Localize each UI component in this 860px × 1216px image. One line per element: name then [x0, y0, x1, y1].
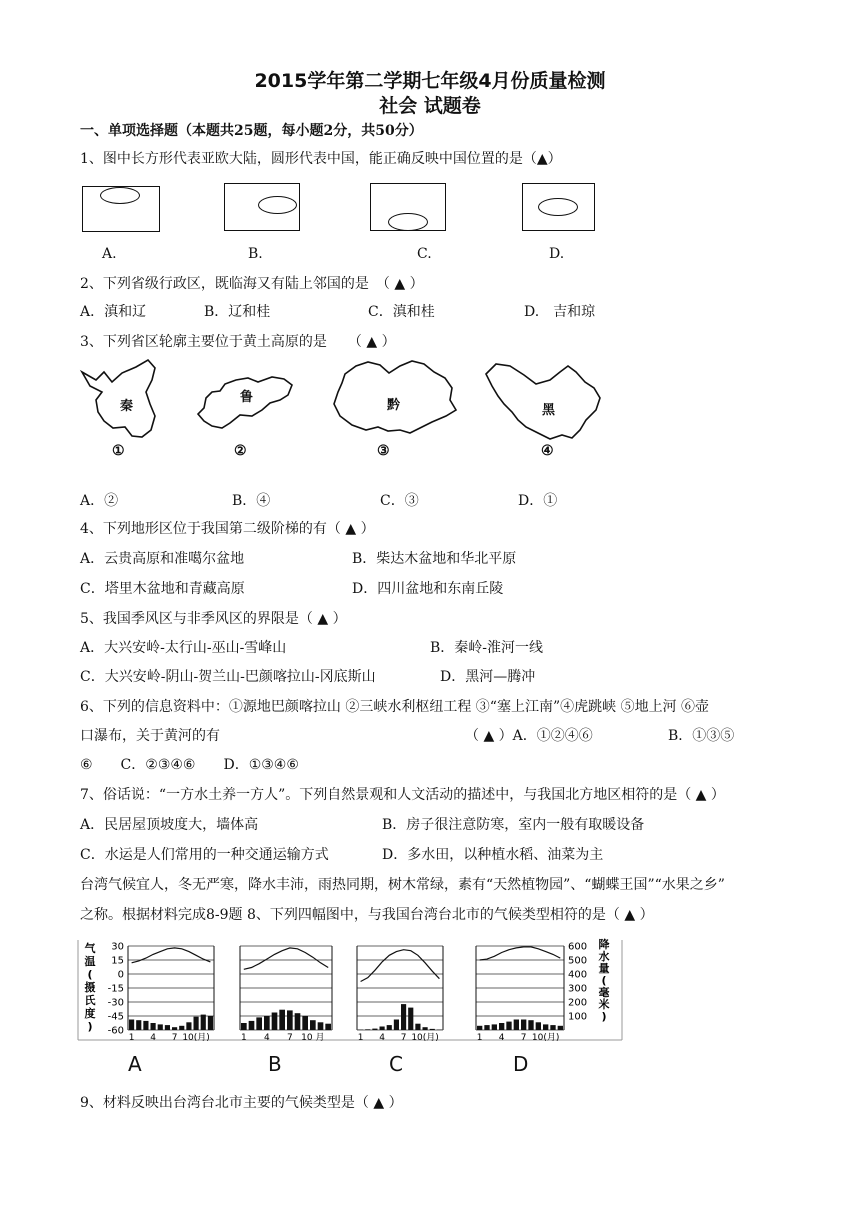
temp-axis-label-char: 度 [84, 1007, 96, 1020]
precip-bar [129, 1020, 134, 1031]
precip-bar [492, 1024, 497, 1030]
precip-bar [423, 1027, 428, 1030]
map-label-heilongjiang: 黑 [542, 403, 556, 418]
precip-bar [514, 1020, 519, 1031]
temp-axis-label-char: 气 [84, 942, 96, 955]
month-tick-label: 1 [476, 1033, 483, 1043]
q4-option-c: C．塔里木盆地和青藏高原 [80, 581, 245, 597]
precip-axis-label-char: 降 [598, 938, 610, 951]
precip-bar [186, 1022, 191, 1030]
precip-bar [499, 1023, 504, 1030]
q2-option-d: D. 吉和琼 [524, 304, 596, 320]
precip-bar [208, 1016, 213, 1030]
chart-label-b: B [268, 1052, 282, 1076]
precip-bar [158, 1024, 163, 1030]
precip-bar [172, 1027, 177, 1030]
precip-axis-label-char: 毫 [598, 986, 610, 999]
precip-tick-label: 500 [568, 955, 588, 967]
q2-option-a: A．滇和辽 [80, 304, 147, 320]
precip-bar [256, 1017, 262, 1030]
temp-axis-label-char: 氏 [84, 994, 96, 1007]
temp-tick-label: -45 [107, 1011, 124, 1023]
map-number-3: ③ [377, 443, 390, 459]
map-label-guizhou: 黔 [387, 398, 401, 413]
chart-label-d: D [513, 1052, 529, 1076]
q5-option-c: C．大兴安岭-阴山-贺兰山-巴颜喀拉山-冈底斯山 [80, 669, 376, 685]
map-number-4: ④ [541, 443, 554, 459]
month-tick-label: 4 [263, 1033, 270, 1043]
precip-bar [264, 1016, 270, 1030]
precip-axis-label-char: 米 [598, 998, 610, 1011]
precip-bar [387, 1025, 392, 1030]
temp-tick-label: 15 [111, 955, 124, 967]
precip-axis-label-char: 量 [598, 962, 610, 975]
question-6-line-2: 口瀑布，关于黄河的有 [80, 728, 220, 744]
q2-option-c: C．滇和桂 [368, 304, 435, 320]
q1-label-a: A. [102, 246, 117, 262]
precip-bar [528, 1020, 533, 1030]
q5-option-b: B．秦岭-淮河一线 [430, 640, 544, 656]
temp-tick-label: -60 [107, 1025, 124, 1037]
precip-tick-label: 200 [568, 997, 588, 1009]
precip-bar [279, 1010, 285, 1030]
precip-bar [143, 1021, 148, 1030]
precip-bar [521, 1020, 526, 1031]
q7-option-b: B．房子很注意防寒，室内一般有取暖设备 [382, 817, 645, 833]
precip-tick-label: 600 [568, 941, 588, 953]
q7-option-c: C．水运是人们常用的一种交通运输方式 [80, 847, 329, 863]
precip-bar [318, 1022, 324, 1030]
precip-bar [394, 1020, 399, 1031]
temp-tick-label: 0 [117, 969, 124, 981]
precip-axis-label-char: 水 [598, 950, 610, 963]
precip-tick-label: 300 [568, 983, 588, 995]
precip-tick-label: 100 [568, 1011, 588, 1023]
map-number-2: ② [234, 443, 247, 459]
precip-bar [136, 1020, 141, 1030]
precip-bar [179, 1026, 184, 1030]
q3-option-b: B．④ [232, 493, 271, 509]
question-9-stem: 9、材料反映出台湾台北市主要的气候类型是（ ▲ ） [80, 1095, 403, 1111]
question-3-stem: 3、下列省区轮廓主要位于黄土高原的是 （ ▲ ） [80, 334, 396, 350]
precip-bar [558, 1026, 563, 1030]
precip-axis-label-char: ( [601, 974, 607, 987]
precip-bar [165, 1025, 170, 1030]
precip-tick-label: 400 [568, 969, 588, 981]
temperature-line [361, 950, 440, 982]
precip-bar [415, 1024, 420, 1030]
question-6-line-1: 6、下列的信息资料中：①源地巴颜喀拉山 ②三峡水利枢纽工程 ③“塞上江南”④虎跳峡 ⑤地上河 ⑥壶 [80, 699, 710, 715]
section-heading: 一、单项选择题（本题共25题，每小题2分，共50分） [80, 123, 423, 139]
month-tick-label: 7 [286, 1033, 293, 1043]
precip-bar [295, 1013, 301, 1030]
map-number-1: ① [112, 443, 125, 459]
precip-bar [372, 1029, 377, 1030]
precip-bar [287, 1010, 293, 1030]
material-line-2: 之称。根据材料完成8-9题 8、下列四幅图中，与我国台湾台北市的气候类型相符的是（ ▲ ） [80, 907, 654, 923]
temp-axis-label-char: 温 [84, 955, 96, 968]
month-tick-label: 10 月 [301, 1033, 325, 1043]
q4-option-b: B．柴达木盆地和华北平原 [352, 551, 517, 567]
precip-bar [201, 1015, 206, 1030]
q4-option-a: A．云贵高原和准噶尔盆地 [80, 551, 245, 567]
precip-bar [401, 1004, 406, 1030]
temp-axis-label-char: ) [87, 1020, 93, 1033]
chart-label-a: A [128, 1052, 142, 1076]
month-tick-label: 1 [128, 1033, 135, 1043]
material-line-1: 台湾气候宜人，冬无严寒，降水丰沛，雨热同期，树木常绿，素有“天然植物园”、“蝴蝶王国”“水果之乡” [80, 877, 725, 893]
q6-option-a: （ ▲ ）A．①②④⑥ [465, 728, 593, 744]
q6-option-b: B．①③⑤ [668, 728, 735, 744]
precip-axis-label-char: ) [601, 1010, 607, 1023]
q3-option-d: D．① [518, 493, 558, 509]
q3-option-a: A．② [80, 493, 119, 509]
map-label-shaanxi: 秦 [120, 399, 134, 414]
q3-option-c: C．③ [380, 493, 419, 509]
q4-option-d: D．四川盆地和东南丘陵 [352, 581, 504, 597]
precip-bar [249, 1021, 255, 1030]
question-7-stem: 7、俗话说：“一方水土养一方人”。下列自然景观和人文活动的描述中，与我国北方地区相符的是（ ▲ ） [80, 787, 725, 803]
temperature-line [132, 948, 211, 963]
precip-bar [536, 1022, 541, 1030]
month-tick-label: 4 [379, 1033, 385, 1043]
page-title: 2015学年第二学期七年级4月份质量检测 [254, 70, 606, 92]
temperature-line [244, 948, 328, 969]
month-tick-label: 10(月) [411, 1033, 439, 1043]
q7-option-a: A．民居屋顶坡度大，墙体高 [80, 817, 259, 833]
q2-option-b: B．辽和桂 [204, 304, 271, 320]
precip-bar [365, 1029, 370, 1030]
precip-bar [194, 1017, 199, 1030]
month-tick-label: 4 [498, 1033, 505, 1043]
map-label-shandong: 鲁 [240, 390, 254, 405]
month-tick-label: 1 [357, 1033, 364, 1043]
q1-label-b: B. [248, 246, 263, 262]
precip-bar [325, 1024, 331, 1030]
month-tick-label: 10(月) [182, 1033, 210, 1043]
chart-label-c: C [389, 1052, 403, 1076]
q7-option-d: D．多水田，以种植水稻、油菜为主 [382, 847, 604, 863]
precip-bar [151, 1023, 156, 1030]
temp-axis-label-char: 摄 [84, 981, 96, 994]
question-6-line-3: ⑥ C．②③④⑥ D．①③④⑥ [80, 757, 299, 773]
precip-bar [430, 1029, 435, 1030]
precip-bar [408, 1008, 413, 1030]
month-tick-label: 7 [171, 1033, 178, 1043]
question-4-stem: 4、下列地形区位于我国第二级阶梯的有（ ▲ ） [80, 521, 375, 537]
temp-tick-label: 30 [111, 941, 124, 953]
page-subtitle: 社会 试题卷 [379, 95, 481, 117]
precip-bar [302, 1016, 308, 1030]
precip-bar [484, 1025, 489, 1030]
precip-bar [380, 1027, 385, 1031]
precip-bar [241, 1023, 247, 1030]
temp-tick-label: -15 [107, 983, 124, 995]
precip-bar [477, 1026, 482, 1030]
precip-bar [506, 1022, 511, 1030]
q5-option-a: A．大兴安岭-太行山-巫山-雪峰山 [80, 640, 287, 656]
q5-option-d: D．黑河—腾冲 [440, 669, 536, 685]
q1-label-d: D. [549, 246, 565, 262]
temp-tick-label: -30 [107, 997, 124, 1009]
temperature-line [480, 947, 561, 960]
q1-label-c: C. [417, 246, 432, 262]
precip-bar [543, 1024, 548, 1030]
month-tick-label: 1 [240, 1033, 247, 1043]
month-tick-label: 7 [400, 1033, 407, 1043]
month-tick-label: 4 [150, 1033, 156, 1043]
precip-bar [272, 1013, 278, 1031]
question-5-stem: 5、我国季风区与非季风区的界限是（ ▲ ） [80, 611, 347, 627]
question-2-stem: 2、下列省级行政区，既临海又有陆上邻国的是 （ ▲ ） [80, 276, 424, 292]
precip-bar [550, 1025, 555, 1030]
month-tick-label: 10(月) [531, 1033, 560, 1043]
temp-axis-label-char: ( [87, 968, 93, 981]
question-1-stem: 1、图中长方形代表亚欧大陆，圆形代表中国，能正确反映中国位置的是（▲） [80, 151, 562, 167]
precip-bar [310, 1020, 316, 1030]
month-tick-label: 7 [520, 1033, 527, 1043]
